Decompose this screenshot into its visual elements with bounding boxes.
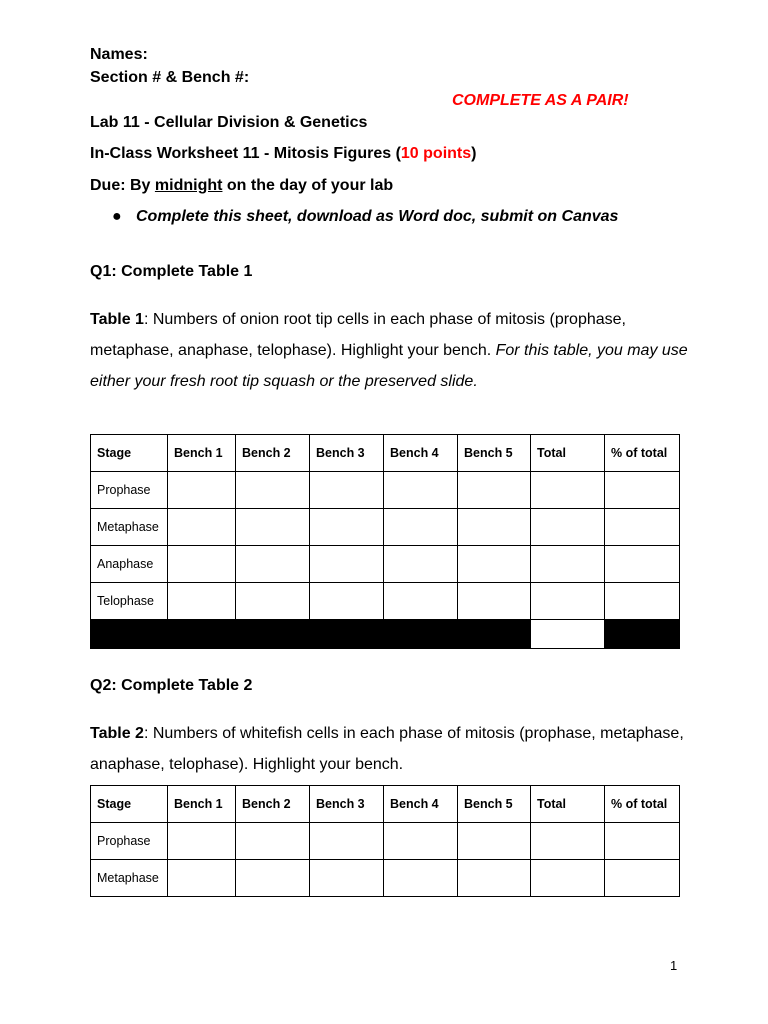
data-cell[interactable] [384, 583, 458, 620]
stage-label: Anaphase [91, 546, 168, 583]
column-header: Bench 1 [168, 786, 236, 823]
worksheet-title-suffix: ) [471, 145, 477, 162]
page-number: 1 [670, 958, 678, 973]
table1-caption [90, 304, 690, 397]
due-prefix: Due: By [90, 177, 155, 194]
data-cell[interactable] [531, 509, 605, 546]
column-header: % of total [605, 786, 680, 823]
lab-title: Lab 11 - Cellular Division & Genetics [90, 114, 368, 131]
data-cell[interactable] [168, 823, 236, 860]
data-cell[interactable] [168, 860, 236, 897]
stage-label: Metaphase [91, 860, 168, 897]
data-cell[interactable] [605, 823, 680, 860]
table-2 [90, 785, 680, 897]
column-header: Bench 5 [458, 435, 531, 472]
data-cell[interactable] [458, 860, 531, 897]
q1-heading: Q1: Complete Table 1 [90, 263, 253, 280]
data-cell[interactable] [605, 860, 680, 897]
data-cell[interactable] [310, 583, 384, 620]
table-row [91, 823, 680, 860]
points-value: 10 points [400, 145, 472, 162]
data-cell[interactable] [458, 583, 531, 620]
data-cell[interactable] [236, 509, 310, 546]
table-row [91, 583, 680, 620]
data-cell[interactable] [236, 860, 310, 897]
grand-total-cell[interactable] [531, 620, 605, 649]
column-header: Stage [91, 435, 168, 472]
data-cell[interactable] [236, 546, 310, 583]
pair-notice: COMPLETE AS A PAIR! [452, 92, 629, 109]
data-cell[interactable] [531, 860, 605, 897]
table2-label: Table 2 [90, 725, 144, 742]
table-row [91, 509, 680, 546]
data-cell[interactable] [605, 509, 680, 546]
table-1 [90, 434, 680, 649]
due-line [90, 177, 393, 195]
column-header: Total [531, 435, 605, 472]
data-cell[interactable] [310, 472, 384, 509]
data-cell[interactable] [531, 823, 605, 860]
table1-caption-note: For this table, you may use either your fresh root tip squash or the preserved slide. [90, 342, 688, 390]
q2-heading: Q2: Complete Table 2 [90, 677, 253, 694]
column-header: Bench 2 [236, 786, 310, 823]
data-cell[interactable] [168, 509, 236, 546]
data-cell[interactable] [168, 472, 236, 509]
column-header: Bench 3 [310, 435, 384, 472]
column-header: Stage [91, 786, 168, 823]
stage-label: Metaphase [91, 509, 168, 546]
stage-label: Prophase [91, 472, 168, 509]
data-cell[interactable] [168, 546, 236, 583]
data-cell[interactable] [458, 546, 531, 583]
data-cell[interactable] [458, 823, 531, 860]
table1-caption-text: : Numbers of onion root tip cells in each phase of mitosis (prophase, metaphase, anaphase, telophase). Highlight your bench. [90, 311, 626, 359]
data-cell[interactable] [384, 546, 458, 583]
due-deadline: midnight [154, 177, 223, 194]
data-cell[interactable] [310, 546, 384, 583]
worksheet-title-prefix: In-Class Worksheet 11 - Mitosis Figures ( [90, 145, 401, 162]
table2-caption-text: : Numbers of whitefish cells in each phase of mitosis (prophase, metaphase, anaphase, telophase). Highlight your bench. [90, 725, 684, 773]
column-header: Bench 3 [310, 786, 384, 823]
data-cell[interactable] [384, 860, 458, 897]
instruction-bullet [112, 208, 618, 226]
data-cell[interactable] [531, 583, 605, 620]
instruction-text: Complete this sheet, download as Word doc, submit on Canvas [136, 208, 619, 225]
table1-label: Table 1 [90, 311, 144, 328]
table2-caption [90, 718, 690, 780]
names-label: Names: [90, 46, 148, 63]
data-cell[interactable] [384, 509, 458, 546]
data-cell[interactable] [605, 472, 680, 509]
data-cell[interactable] [168, 583, 236, 620]
data-cell[interactable] [605, 583, 680, 620]
data-cell[interactable] [458, 509, 531, 546]
table1-header-row [91, 435, 680, 472]
column-header: % of total [605, 435, 680, 472]
table-row [91, 546, 680, 583]
stage-label: Prophase [91, 823, 168, 860]
data-cell[interactable] [236, 583, 310, 620]
data-cell[interactable] [236, 472, 310, 509]
data-cell[interactable] [458, 472, 531, 509]
table-row [91, 860, 680, 897]
data-cell[interactable] [384, 823, 458, 860]
worksheet-title [90, 145, 476, 163]
stage-label: Telophase [91, 583, 168, 620]
bullet-icon: ● [112, 208, 122, 225]
column-header: Bench 1 [168, 435, 236, 472]
blacked-out-cell [91, 620, 531, 649]
data-cell[interactable] [310, 509, 384, 546]
data-cell[interactable] [310, 860, 384, 897]
data-cell[interactable] [310, 823, 384, 860]
column-header: Bench 5 [458, 786, 531, 823]
table-row [91, 472, 680, 509]
data-cell[interactable] [605, 546, 680, 583]
data-cell[interactable] [531, 546, 605, 583]
totals-row [91, 620, 680, 649]
column-header: Bench 2 [236, 435, 310, 472]
table2-header-row [91, 786, 680, 823]
column-header: Total [531, 786, 605, 823]
column-header: Bench 4 [384, 786, 458, 823]
column-header: Bench 4 [384, 435, 458, 472]
due-suffix: on the day of your lab [222, 177, 394, 194]
data-cell[interactable] [384, 472, 458, 509]
data-cell[interactable] [531, 472, 605, 509]
blacked-out-cell [605, 620, 680, 649]
data-cell[interactable] [236, 823, 310, 860]
section-bench-label: Section # & Bench #: [90, 69, 250, 86]
